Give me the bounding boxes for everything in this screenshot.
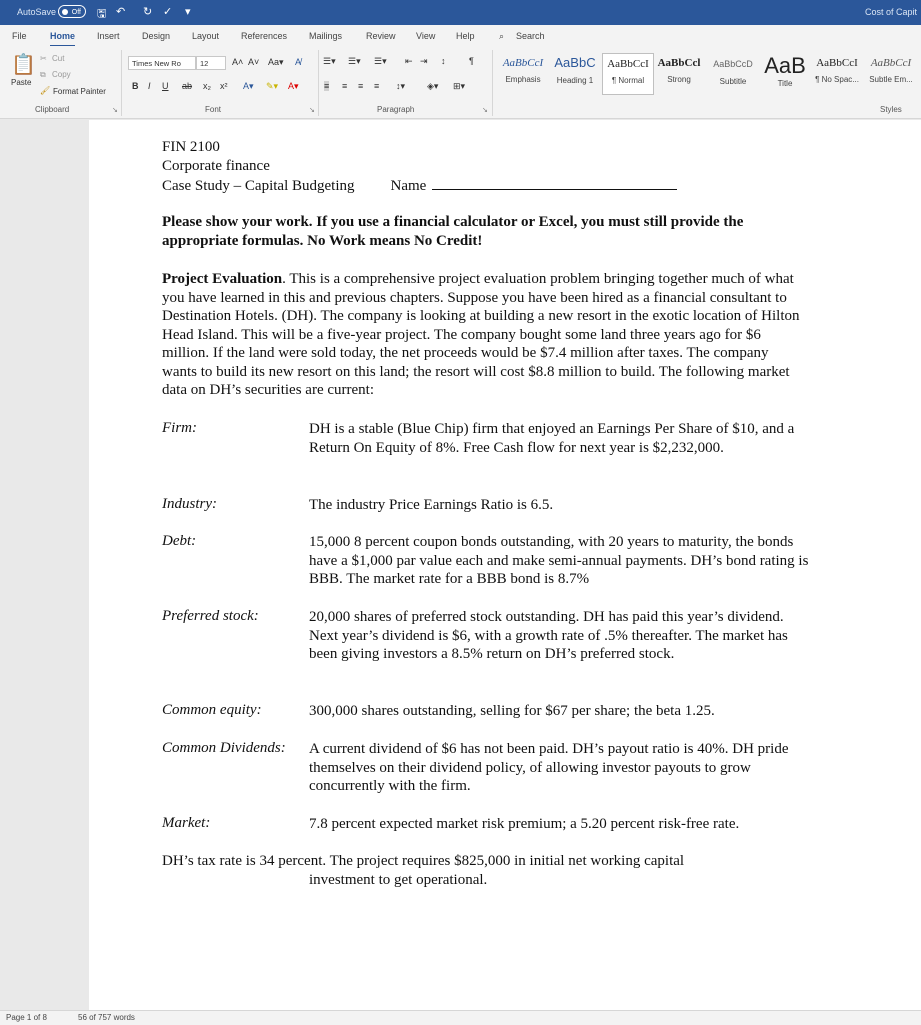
name-blank [432, 175, 677, 190]
highlight-icon[interactable]: ✎▾ [266, 81, 279, 91]
course-subject: Corporate finance [162, 158, 270, 174]
tab-help[interactable]: Help [456, 31, 475, 41]
tab-insert[interactable]: Insert [97, 31, 120, 41]
page-count[interactable]: Page 1 of 8 [6, 1013, 47, 1022]
tab-mailings[interactable]: Mailings [309, 31, 343, 41]
shrink-font-icon[interactable]: A˅ [248, 57, 260, 67]
document-title: Cost of Capit [864, 7, 917, 17]
project-text: . This is a comprehensive project evaluation problem bringing together much of what you have learned in this and previous chapters. Suppose you have been hired as a financial consultant to Destination Hotels. (DH). The company is looking at building a new resort in the exotic location of Hilton Head Island. This will be a five-year project. The company bought some land three years ago for $6 million. If the land were sold today, the net proceeds would be $7.4 million after taxes. The company wants to build its new resort on this land; the resort will cost $8.8 million to build. The following market data on DH’s securities are current: [162, 271, 800, 398]
style-normal[interactable]: AaBbCcI ¶ Normal [602, 53, 654, 95]
copy-icon[interactable]: ⧉ [40, 70, 46, 79]
autosave-label: AutoSave [17, 7, 57, 17]
row-label-debt: Debt: [162, 533, 197, 549]
clear-formatting-icon[interactable]: A̸ [295, 57, 302, 67]
text-effects-icon[interactable]: A▾ [243, 81, 254, 91]
row-text-market: 7.8 percent expected market risk premium; a 5.20 percent risk-free rate. [309, 816, 740, 832]
vertical-ruler [0, 120, 4, 1010]
underline-icon[interactable]: U [162, 81, 169, 91]
align-right-icon[interactable]: ≡ [358, 81, 364, 91]
row-text-firm: DH is a stable (Blue Chip) firm that enjoyed an Earnings Per Share of $10, and a Return On Equity of 8%. Free Cash flow for next year is $2,232,000. [309, 421, 795, 456]
title-bar [0, 0, 921, 25]
name-label: Name [390, 178, 427, 194]
redo-icon[interactable]: ↻ [143, 6, 153, 18]
row-text-common-equity: 300,000 shares outstanding, selling for $67 per share; the beta 1.25. [309, 703, 715, 719]
font-color-icon[interactable]: A▾ [288, 81, 299, 91]
tab-home[interactable]: Home [50, 31, 76, 41]
multilevel-list-icon[interactable]: ☰▾ [374, 56, 387, 66]
word-count[interactable]: 56 of 757 words [78, 1013, 135, 1022]
status-bar [0, 1010, 921, 1025]
ribbon [0, 46, 921, 119]
cut-icon[interactable]: ✂ [40, 54, 47, 63]
change-case-icon[interactable]: Aa▾ [268, 57, 284, 67]
font-launcher-icon[interactable]: ↘ [309, 107, 315, 114]
divider [318, 50, 319, 116]
format-painter-icon[interactable]: 🖌 [40, 86, 51, 95]
row-text-preferred-stock: 20,000 shares of preferred stock outstanding. DH has paid this year’s dividend. Next year’s dividend is $6, with a growth rate of .5% thereafter. The market has been giving investors a 8.5% return on DH’s preferred stock. [309, 609, 788, 662]
justify-icon[interactable]: ≡ [374, 81, 380, 91]
superscript-icon[interactable]: x² [220, 81, 228, 91]
project-paragraph [162, 270, 802, 400]
tab-view[interactable]: View [416, 31, 436, 41]
bullets-icon[interactable]: ☰▾ [323, 56, 336, 66]
customize-toolbar-icon[interactable]: ▾ [185, 6, 191, 18]
tab-review[interactable]: Review [366, 31, 396, 41]
borders-icon[interactable]: ⊞▾ [453, 81, 466, 91]
row-text-industry: The industry Price Earnings Ratio is 6.5. [309, 497, 554, 513]
show-formatting-icon[interactable]: ¶ [469, 56, 474, 66]
tax-rate-line: DH’s tax rate is 34 percent. The project requires $825,000 in initial net working capital [162, 853, 685, 869]
align-center-icon[interactable]: ≡ [342, 81, 348, 91]
style-strong[interactable]: AaBbCcl Strong [657, 57, 701, 84]
case-title: Case Study – Capital Budgeting [162, 178, 355, 194]
styles-group-label: Styles [880, 105, 902, 114]
search-icon[interactable]: ⌕ [499, 31, 505, 41]
format-painter-button[interactable]: Format Painter [53, 87, 106, 96]
style-no-spacing[interactable]: AaBbCcI ¶ No Spac... [815, 57, 859, 84]
shading-icon[interactable]: ◈▾ [427, 81, 439, 91]
tax-rate-line-2: investment to get operational. [309, 872, 488, 888]
paragraph-launcher-icon[interactable]: ↘ [482, 107, 488, 114]
clipboard-group-label: Clipboard [35, 105, 70, 114]
style-subtitle[interactable]: AaBbCcD Subtitle [713, 59, 753, 86]
clipboard-launcher-icon[interactable]: ↘ [112, 107, 118, 114]
tab-design[interactable]: Design [142, 31, 171, 41]
row-label-market: Market: [162, 815, 211, 831]
case-title-line [162, 175, 802, 196]
row-label-preferred-stock: Preferred stock: [162, 608, 259, 624]
divider [121, 50, 122, 116]
font-name-select[interactable]: Times New Ro [128, 56, 196, 70]
align-left-icon[interactable]: ≡ [324, 81, 330, 91]
style-subtle-emphasis[interactable]: AaBbCcI Subtle Em... [869, 57, 913, 84]
tab-references[interactable]: References [241, 31, 288, 41]
increase-indent-icon[interactable]: ⇥ [420, 56, 428, 66]
style-emphasis[interactable]: AaBbCcI Emphasis [502, 57, 544, 84]
subscript-icon[interactable]: x₂ [203, 81, 211, 91]
tab-layout[interactable]: Layout [192, 31, 220, 41]
decrease-indent-icon[interactable]: ⇤ [405, 56, 413, 66]
instructions: Please show your work. If you use a financial calculator or Excel, you must still provide the appropriate formulas. No Work means No Credit! [162, 214, 744, 249]
font-size-select[interactable]: 12 [196, 56, 226, 70]
grow-font-icon[interactable]: A˄ [232, 57, 244, 67]
course-code: FIN 2100 [162, 139, 220, 155]
numbering-icon[interactable]: ☰▾ [348, 56, 361, 66]
document-page[interactable] [89, 120, 921, 1010]
bold-icon[interactable]: B [132, 81, 139, 91]
row-label-common-equity: Common equity: [162, 702, 262, 718]
spelling-icon[interactable]: ✓ [163, 6, 173, 18]
tab-file[interactable]: File [12, 31, 27, 41]
undo-icon[interactable]: ↶ [116, 6, 126, 18]
paste-icon[interactable]: 📋 [11, 54, 36, 76]
paragraph-group-label: Paragraph [377, 105, 415, 114]
strikethrough-icon[interactable]: ab [182, 81, 193, 91]
style-heading-1[interactable]: AaBbC Heading 1 [554, 55, 596, 85]
ribbon-tabs [0, 25, 921, 46]
autosave-toggle[interactable]: Off [58, 5, 86, 18]
row-label-firm: Firm: [162, 420, 197, 436]
row-text-common-dividends: A current dividend of $6 has not been paid. DH’s payout ratio is 40%. DH pride themselves on their dividend policy, of allowing investor payouts to grow concurrently with the firm. [309, 741, 789, 794]
row-label-industry: Industry: [162, 496, 217, 512]
row-text-debt: 15,000 8 percent coupon bonds outstanding, with 20 years to maturity, the bonds have a $1,000 par value each and make semi-annual payments. DH’s bond rating is BBB. The market rate for a BBB bond is 8.7% [309, 534, 809, 587]
paste-button[interactable]: Paste [11, 78, 32, 87]
line-spacing-icon[interactable]: ↕▾ [396, 81, 406, 91]
search-box[interactable]: Search [516, 31, 545, 41]
italic-icon[interactable]: I [148, 81, 151, 91]
cut-button[interactable]: Cut [52, 54, 65, 63]
divider [492, 50, 493, 116]
font-group-label: Font [205, 105, 222, 114]
style-title[interactable]: AaB Title [764, 53, 806, 88]
save-icon[interactable]: 🖫 [97, 8, 107, 20]
sort-icon[interactable]: ↕ [441, 56, 446, 66]
project-heading: Project Evaluation [162, 271, 283, 287]
copy-button[interactable]: Copy [52, 70, 71, 79]
row-label-common-dividends: Common Dividends: [162, 740, 286, 756]
